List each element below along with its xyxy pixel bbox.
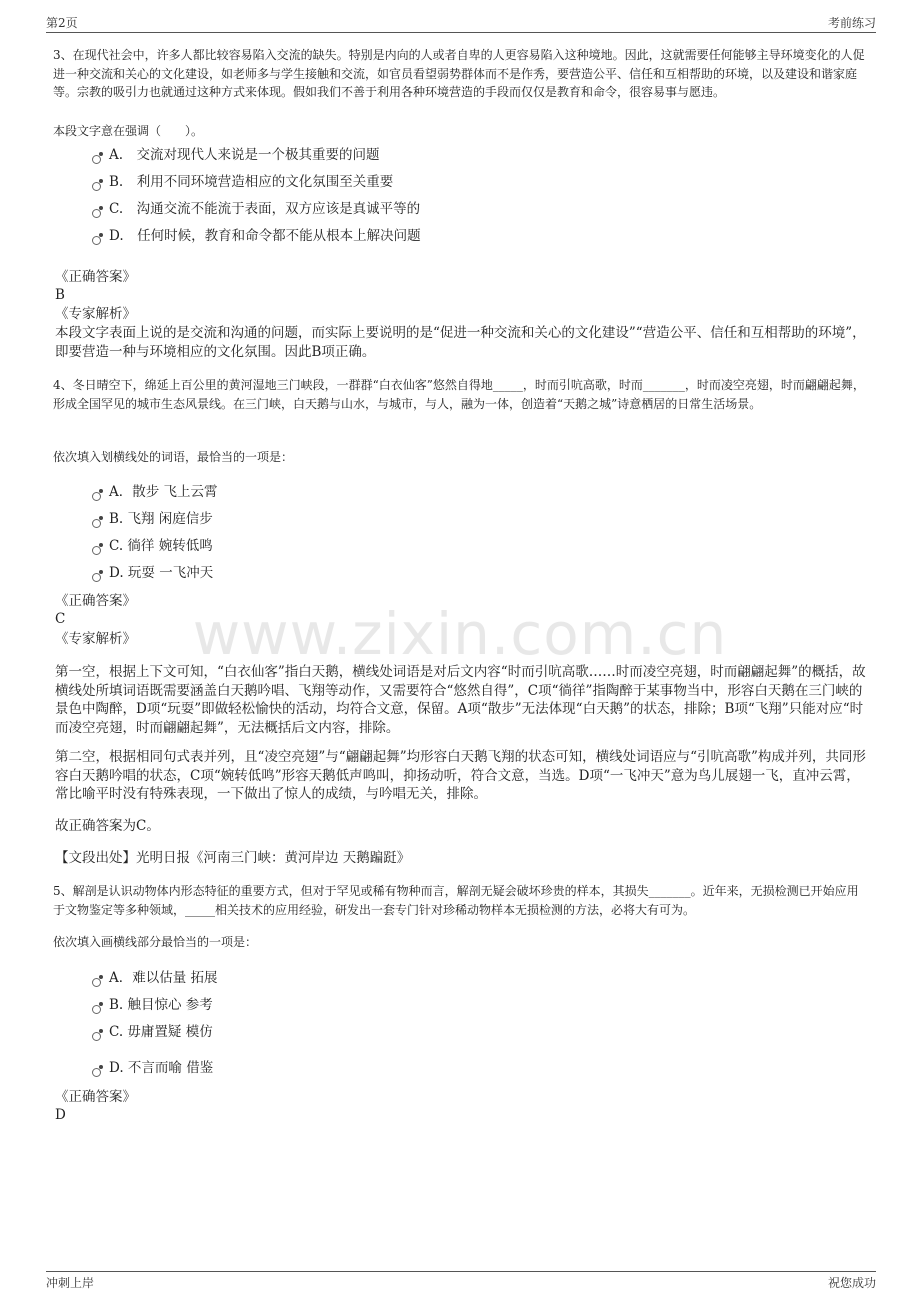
page-footer [46, 1271, 876, 1292]
q5-answer-label: 《正确答案》 [55, 1089, 136, 1105]
q3-question: 本段文字意在强调（ ）。 [53, 124, 204, 138]
radio-icon[interactable] [92, 492, 101, 501]
q4-option-b[interactable]: B. 飞翔 闲庭信步 [92, 510, 213, 528]
radio-icon[interactable] [92, 546, 101, 555]
radio-icon[interactable] [92, 1068, 101, 1077]
q5-question: 依次填入画横线部分最恰当的一项是： [53, 935, 258, 949]
q4-analysis-conclusion: 故正确答案为C。 [55, 818, 160, 834]
footer-right-text: 祝您成功 [827, 1276, 876, 1290]
page-number: 第2页 [46, 16, 78, 30]
q5-stem: 5、解剖是认识动物体内形态特征的重要方式，但对于罕见或稀有物种而言，解剖无疑会破坏珍贵的样本，其损失_______。近年来，无损检测已开始应用于文物鉴定等多种领域，_____相关技术的应用经验，研发出一套专门针对珍稀动物样本无损检测的方法，必将大有可为。 [53, 884, 859, 917]
q4-source: 【文段出处】光明日报《河南三门峡：黄河岸边 天鹅蹁跹》 [55, 850, 411, 866]
header-title: 考前练习 [827, 16, 876, 30]
q4-option-a[interactable]: A．散步 飞上云霄 [92, 483, 218, 501]
q5-option-a[interactable]: A．难以估量 拓展 [92, 969, 218, 987]
q3-answer: B [55, 287, 65, 303]
q4-analysis-paragraph-1: 第一空，根据上下文可知，“白衣仙客”指白天鹅，横线处词语是对后文内容“时而引吭高歌……时而凌空亮翅，时而翩翩起舞”的概括，故横线处所填词语既需要涵盖白天鹅吟唱、飞翔等动作，又需要符合“悠然自得”，C项“徜徉”指陶醉于某事物当中，形容白天鹅在三门峡的景色中陶醉，D项“玩耍”即做轻松愉快的活动，均符合文意，保留。A项“散步”无法体现“白天鹅”的状态，排除；B项“飞翔”只能对应“时而凌空亮翅，时而翩翩起舞”，无法概括后文内容，排除。 [55, 664, 866, 736]
radio-icon[interactable] [92, 573, 101, 582]
radio-icon[interactable] [92, 155, 101, 164]
q5-option-c[interactable]: C. 毋庸置疑 模仿 [92, 1023, 213, 1041]
q4-answer-label: 《正确答案》 [55, 593, 136, 609]
radio-icon[interactable] [92, 978, 101, 987]
q3-stem: 3、在现代社会中，许多人都比较容易陷入交流的缺失。特别是内向的人或者自卑的人更容易陷入这种境地。因此，这就需要任何能够主导环境变化的人促进一种交流和关心的文化建设，如老师多与学生接触和交流，如官员看望弱势群体而不是作秀，要营造公平、信任和互相帮助的环境，以及建设和谐家庭等。宗教的吸引力也就通过这种方式来体现。假如我们不善于利用各种环境营造的手段而仅仅是教育和命令，很容易事与愿违。 [53, 48, 865, 99]
q4-question: 依次填入划横线处的词语，最恰当的一项是： [53, 450, 294, 464]
q4-analysis-label: 《专家解析》 [55, 631, 136, 647]
q4-option-d[interactable]: D. 玩耍 一飞冲天 [92, 564, 213, 582]
q5-option-b[interactable]: B. 触目惊心 参考 [92, 996, 213, 1014]
q4-analysis-paragraph-2: 第二空，根据相同句式表并列，且“凌空亮翅”与“翩翩起舞”均形容白天鹅飞翔的状态可知，横线处词语应与“引吭高歌”构成并列，共同形容白天鹅吟唱的状态，C项“婉转低鸣”形容天鹅低声鸣叫，抑扬动听，符合文意，当选。D项“一飞冲天”意为鸟儿展翅一飞，直冲云霄，常比喻平时没有特殊表现，一下做出了惊人的成绩，与吟唱无关，排除。 [55, 749, 866, 802]
radio-icon[interactable] [92, 1032, 101, 1041]
radio-icon[interactable] [92, 236, 101, 245]
q3-answer-label: 《正确答案》 [55, 269, 136, 285]
watermark: www.zixin.com.cn [192, 600, 728, 668]
q5-option-d[interactable]: D. 不言而喻 借鉴 [92, 1059, 213, 1077]
radio-icon[interactable] [92, 1005, 101, 1014]
footer-left-text: 冲刺上岸 [46, 1276, 95, 1290]
q3-option-b[interactable]: B. 利用不同环境营造相应的文化氛围至关重要 [92, 173, 393, 191]
q4-stem: 4、冬日晴空下，绵延上百公里的黄河湿地三门峡段，一群群“白衣仙客”悠然自得地_____，时而引吭高歌，时而_______，时而凌空亮翅，时而翩翩起舞，形成全国罕见的城市生态风景线。在三门峡，白天鹅与山水，与城市，与人，融为一体，创造着“天鹅之城”诗意栖居的日常生活场景。 [53, 378, 865, 411]
page-header [46, 14, 876, 33]
radio-icon[interactable] [92, 209, 101, 218]
q5-answer: D [55, 1107, 66, 1123]
q4-option-c[interactable]: C. 徜徉 婉转低鸣 [92, 537, 213, 555]
q3-option-c[interactable]: C. 沟通交流不能流于表面，双方应该是真诚平等的 [92, 200, 420, 218]
q3-analysis: 本段文字表面上说的是交流和沟通的问题，而实际上要说明的是“促进一种交流和关心的文化建设”“营造公平、信任和互相帮助的环境”，即要营造一种与环境相应的文化氛围。因此B项正确。 [55, 325, 866, 360]
q3-option-d[interactable]: D. 任何时候，教育和命令都不能从根本上解决问题 [92, 227, 421, 245]
radio-icon[interactable] [92, 519, 101, 528]
radio-icon[interactable] [92, 182, 101, 191]
q4-answer: C [55, 611, 66, 627]
q3-option-a[interactable]: A. 交流对现代人来说是一个极其重要的问题 [92, 146, 380, 164]
q3-analysis-label: 《专家解析》 [55, 306, 136, 322]
